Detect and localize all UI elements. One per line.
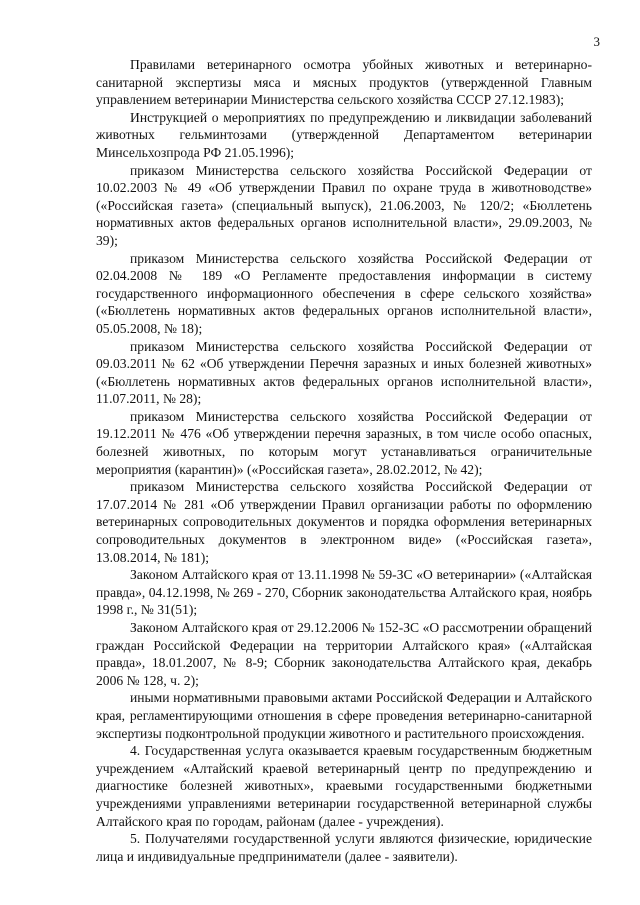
paragraph: Законом Алтайского края от 13.11.1998 № 59-ЗС «О ветеринарии» («Алтайская правда», 04.12.1998, № 269 - 270, Сборник законодательства Алтайского края, ноябрь 1998 г., № 31(51); — [96, 567, 592, 618]
paragraph: приказом Министерства сельского хозяйства Российской Федерации от 09.03.2011 № 62 «Об утверждении Перечня заразных и иных болезней животных» («Бюллетень нормативных актов федеральных органов исполнительной власти», 11.07.2011, № 28); — [96, 338, 592, 407]
paragraph: Законом Алтайского края от 29.12.2006 № 152-ЗС «О рассмотрении обращений граждан Российской Федерации на территории Алтайского края» («Алтайская правда», 18.01.2007, № 8-9; Сборник законодательства Алтайского края, декабрь 2006 № 128, ч. 2); — [96, 620, 592, 688]
paragraph: Правилами ветеринарного осмотра убойных животных и ветеринарно-санитарной экспертизы мяса и мясных продуктов (утвержденной Главным управлением ветеринарии Министерства сельского хозяйства СССР 27.12.1983); — [96, 57, 592, 108]
paragraph: приказом Министерства сельского хозяйства Российской Федерации от 02.04.2008 № 189 «О Регламенте предоставления информации в систему государственного информационного обеспечения в сфере сельского хозяйства» («Бюллетень нормативных актов федеральных органов исполнительной власти», 05.05.2008, № 18); — [96, 250, 592, 336]
paragraph: 5. Получателями государственной услуги являются физические, юридические лица и индивидуальные предприниматели (далее - заявители). — [96, 831, 592, 864]
paragraph: 4. Государственная услуга оказывается краевым государственным бюджетным учреждением «Алтайский краевой ветеринарный центр по предупреждению и диагностике болезней животных», краевыми государственными бюджетными учреждениями управлениями ветеринарии государственной ветеринарной службы Алтайского края по городам, районам (далее - учреждения). — [96, 743, 592, 829]
paragraph: иными нормативными правовыми актами Российской Федерации и Алтайского края, регламентирующими отношения в сфере проведения ветеринарно-санитарной экспертизы подконтрольной продукции животного и растительного происхождения. — [96, 690, 592, 741]
paragraph: приказом Министерства сельского хозяйства Российской Федерации от 10.02.2003 № 49 «Об утверждении Правил по охране труда в животноводстве» («Российская газета» (специальный выпуск), 21.06.2003, № 120/2; «Бюллетень нормативных актов федеральных органов исполнительной власти», 29.09.2003, № 39); — [96, 162, 592, 248]
paragraph: Инструкцией о мероприятиях по предупреждению и ликвидации заболеваний животных гельминтозами (утвержденной Департаментом ветеринарии Минсельхозпрода РФ 21.05.1996); — [96, 109, 592, 160]
paragraph: приказом Министерства сельского хозяйства Российской Федерации от 19.12.2011 № 476 «Об утверждении перечня заразных, в том числе особо опасных, болезней животных, по которым могут устанавливаться ограничительные мероприятия (карантин)» («Российская газета», 28.02.2012, № 42); — [96, 408, 592, 477]
page-number: 3 — [593, 34, 600, 49]
document-body — [96, 56, 592, 865]
paragraph: приказом Министерства сельского хозяйства Российской Федерации от 17.07.2014 № 281 «Об утверждении Правил организации работы по оформлению ветеринарных сопроводительных документов и порядка оформления ветеринарных сопроводительных документов в электронном виде» («Российская газета», 13.08.2014, № 181); — [96, 479, 592, 565]
